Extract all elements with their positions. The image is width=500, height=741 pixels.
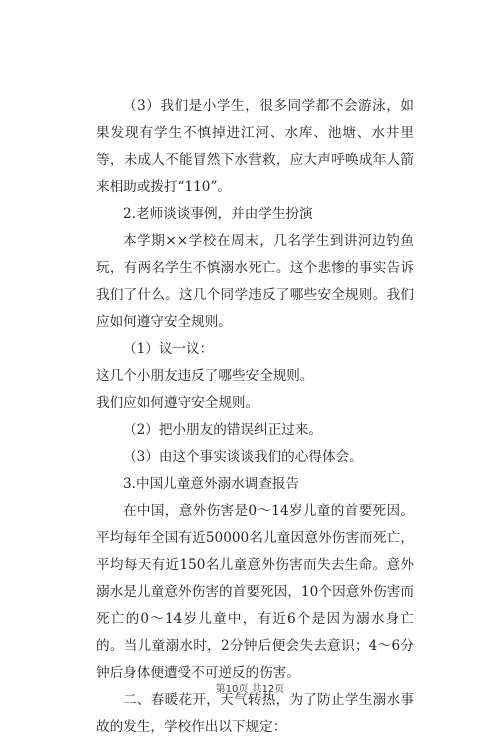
discussion-item-2: （2）把小朋友的错误纠正过来。 <box>123 422 322 438</box>
discussion-question-2: 我们应如何遵守安全规则。 <box>96 395 260 411</box>
heading-drowning-report: 3.中国儿童意外溺水调查报告 <box>123 476 300 492</box>
paragraph-drowning-statistics: 在中国，意外伤害是0～14岁儿童的首要死因。平均每年全国有近50000名儿童因意外伤害而死亡，平均每天有近150名儿童意外伤害而失去生命。意外溺水是儿童意外伤害的首要死因，10个因意外伤害而死亡的0～14岁儿童中，有近6个是因为溺水身亡的。当儿童溺水时，2分钟后便会失去意识；4～6分钟后身体便遭受不可逆反的伤害。 <box>96 503 414 681</box>
paragraph-case-story: 本学期××学校在周末，几名学生到讲河边钓鱼玩，有两名学生不慎溺水死亡。这个悲惨的事实告诉我们了什么。这几个同学违反了哪些安全规则。我们应如何遵守安全规则。 <box>96 233 414 330</box>
paragraph-school-rules-intro: 二、春暖花开，天气转热，为了防止学生溺水事故的发生，学校作出以下规定： <box>96 692 414 735</box>
body-text <box>96 93 414 741</box>
page-number-footer: 第10页 共12页 <box>215 684 285 695</box>
discussion-item-3: （3）由这个事实谈谈我们的心得体会。 <box>123 449 363 465</box>
discussion-question-1: 这几个小朋友违反了哪些安全规则。 <box>96 368 314 384</box>
paragraph-safety-rule-3: （3）我们是小学生，很多同学都不会游泳，如果发现有学生不慎掉进江河、水库、池塘、水井里等，未成人不能冒然下水营救，应大声呼唤成年人箭来相助或拨打“110”。 <box>96 98 414 195</box>
discussion-item-1: （1）议一议： <box>123 341 214 357</box>
heading-teacher-case: 2.老师谈谈事例，并由学生扮演 <box>123 206 313 222</box>
